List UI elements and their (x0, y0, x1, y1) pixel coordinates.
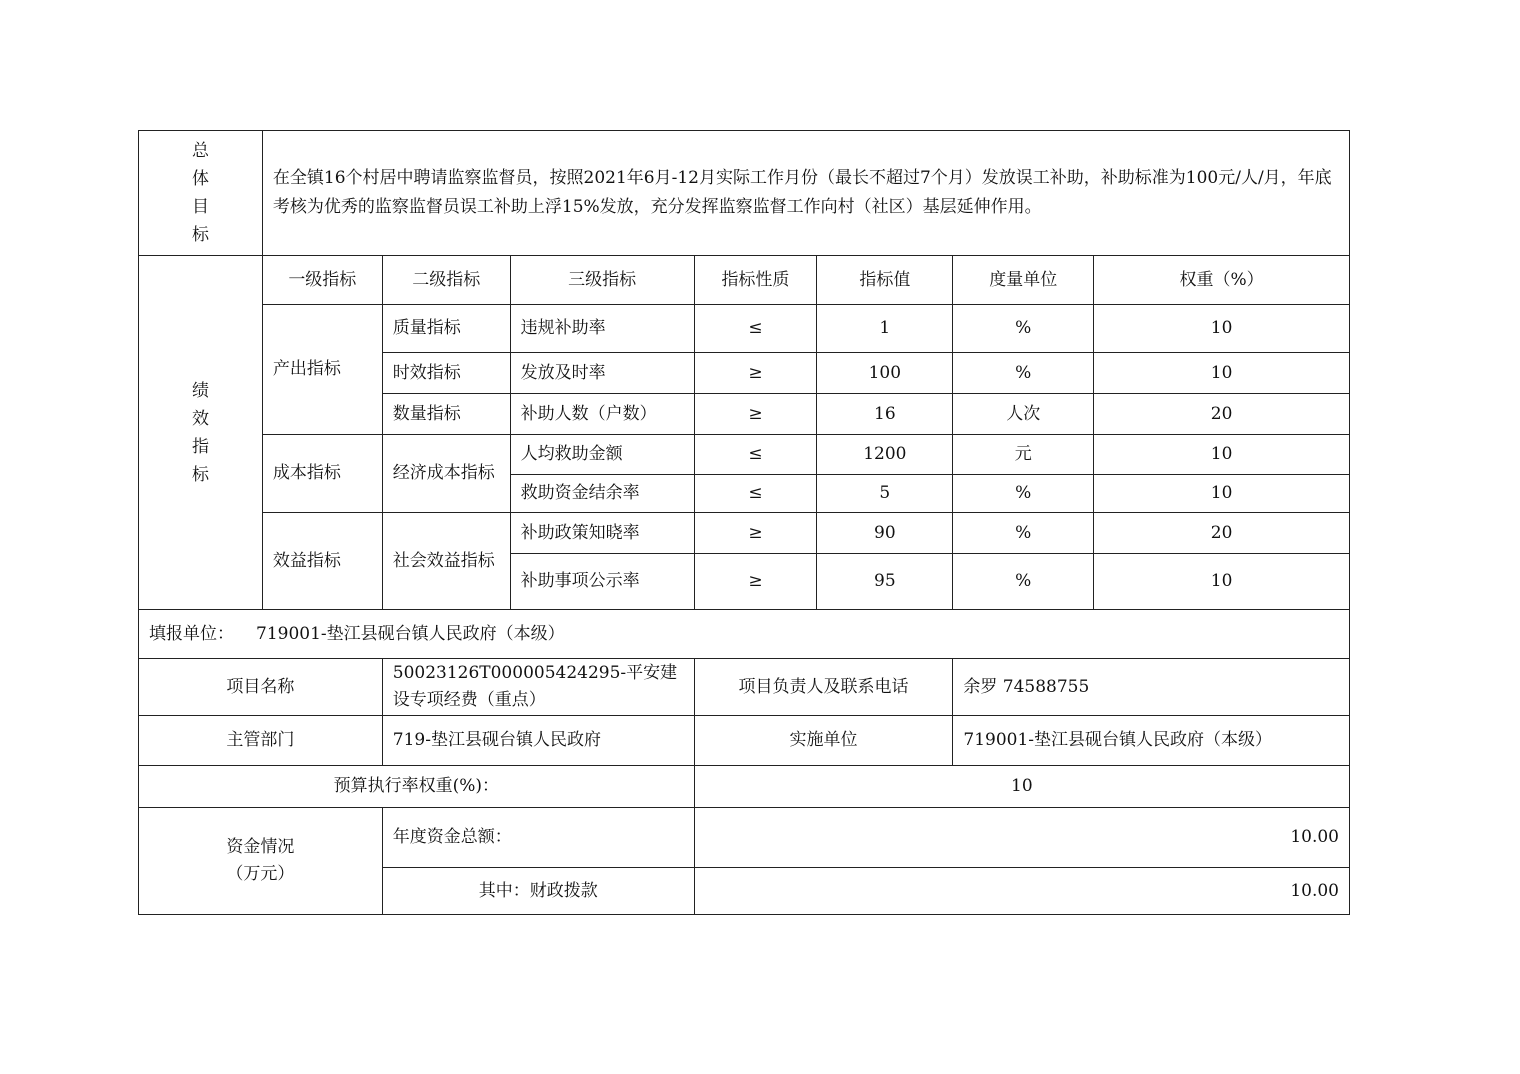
level3-cell: 发放及时率 (510, 353, 694, 394)
value-cell: 1200 (817, 435, 953, 475)
header-unit: 度量单位 (953, 256, 1094, 305)
unit-cell: % (953, 353, 1094, 394)
weight-cell: 10 (1094, 475, 1350, 513)
weight-cell: 10 (1094, 353, 1350, 394)
unit-cell: % (953, 554, 1094, 610)
fiscal-value: 10.00 (694, 868, 1349, 915)
performance-indicator-label: 绩 效 指 标 (139, 256, 263, 610)
level2-cell: 社会效益指标 (382, 513, 510, 610)
indicator-header-row (139, 256, 1350, 305)
weight-cell: 10 (1094, 435, 1350, 475)
table-row (139, 305, 1350, 353)
contact-value: 余罗 74588755 (953, 659, 1350, 716)
unit-cell: % (953, 475, 1094, 513)
value-cell: 1 (817, 305, 953, 353)
value-cell: 16 (817, 394, 953, 435)
header-level3: 三级指标 (510, 256, 694, 305)
goal-label: 总 体 目 标 (139, 131, 263, 256)
project-name-label: 项目名称 (139, 659, 383, 716)
level3-cell: 补助事项公示率 (510, 554, 694, 610)
nature-cell: ≤ (694, 435, 817, 475)
nature-cell: ≤ (694, 305, 817, 353)
report-unit-row (139, 610, 1350, 659)
level3-cell: 违规补助率 (510, 305, 694, 353)
level3-cell: 补助人数（户数） (510, 394, 694, 435)
contact-label: 项目负责人及联系电话 (694, 659, 953, 716)
header-weight: 权重（%） (1094, 256, 1350, 305)
department-row (139, 716, 1350, 766)
weight-cell: 10 (1094, 554, 1350, 610)
report-unit-label: 填报单位： (149, 623, 234, 644)
project-name-value: 50023126T000005424295-平安建设专项经费（重点） (382, 659, 694, 716)
report-unit-cell (139, 610, 1350, 659)
annual-funds-row (139, 808, 1350, 868)
value-cell: 90 (817, 513, 953, 554)
budget-weight-label: 预算执行率权重(%)： (139, 766, 695, 808)
level3-cell: 补助政策知晓率 (510, 513, 694, 554)
value-cell: 100 (817, 353, 953, 394)
unit-cell: 人次 (953, 394, 1094, 435)
report-unit-value: 719001-垫江县砚台镇人民政府（本级） (256, 623, 565, 644)
nature-cell: ≥ (694, 513, 817, 554)
nature-cell: ≥ (694, 394, 817, 435)
level2-cell: 数量指标 (382, 394, 510, 435)
header-level2: 二级指标 (382, 256, 510, 305)
project-name-row (139, 659, 1350, 716)
value-cell: 95 (817, 554, 953, 610)
impl-value: 719001-垫江县砚台镇人民政府（本级） (953, 716, 1350, 766)
level3-cell: 救助资金结余率 (510, 475, 694, 513)
weight-cell: 10 (1094, 305, 1350, 353)
unit-cell: 元 (953, 435, 1094, 475)
header-nature: 指标性质 (694, 256, 817, 305)
budget-weight-row (139, 766, 1350, 808)
impl-label: 实施单位 (694, 716, 953, 766)
nature-cell: ≥ (694, 353, 817, 394)
level2-cell: 经济成本指标 (382, 435, 510, 513)
unit-cell: % (953, 513, 1094, 554)
dept-label: 主管部门 (139, 716, 383, 766)
unit-cell: % (953, 305, 1094, 353)
funds-label: 资金情况 （万元） (139, 808, 383, 915)
project-info-table (138, 609, 1350, 915)
annual-total-value: 10.00 (694, 808, 1349, 868)
header-level1: 一级指标 (262, 256, 382, 305)
nature-cell: ≥ (694, 554, 817, 610)
table-row (139, 513, 1350, 554)
weight-cell: 20 (1094, 513, 1350, 554)
level3-cell: 人均救助金额 (510, 435, 694, 475)
level1-benefit: 效益指标 (262, 513, 382, 610)
dept-value: 719-垫江县砚台镇人民政府 (382, 716, 694, 766)
level1-cost: 成本指标 (262, 435, 382, 513)
weight-cell: 20 (1094, 394, 1350, 435)
goal-row (139, 131, 1350, 256)
fiscal-label: 其中：财政拨款 (382, 868, 694, 915)
performance-goal-table (138, 130, 1350, 610)
header-value: 指标值 (817, 256, 953, 305)
level1-output: 产出指标 (262, 305, 382, 435)
level2-cell: 质量指标 (382, 305, 510, 353)
table-row (139, 435, 1350, 475)
level2-cell: 时效指标 (382, 353, 510, 394)
nature-cell: ≤ (694, 475, 817, 513)
goal-text: 在全镇16个村居中聘请监察监督员，按照2021年6月-12月实际工作月份（最长不超过7个月）发放误工补助，补助标准为100元/人/月，年底考核为优秀的监察监督员误工补助上浮15%发放，充分发挥监察监督工作向村（社区）基层延伸作用。 (262, 131, 1349, 256)
budget-weight-value: 10 (694, 766, 1349, 808)
value-cell: 5 (817, 475, 953, 513)
annual-total-label: 年度资金总额： (382, 808, 694, 868)
